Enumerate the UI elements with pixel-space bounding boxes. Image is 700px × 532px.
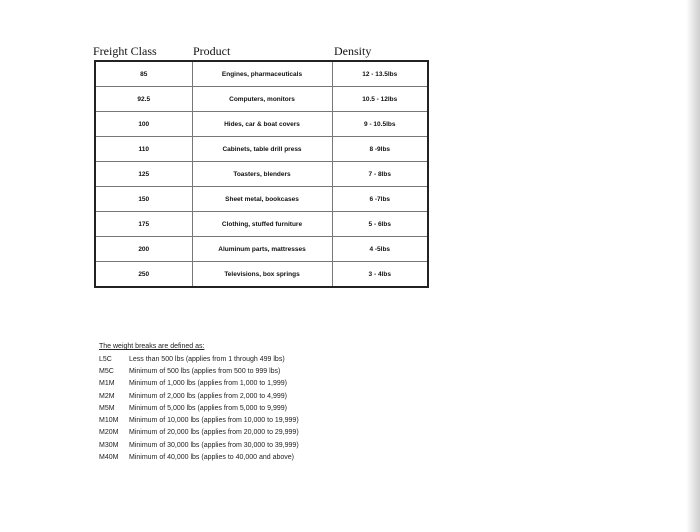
weight-breaks-list bbox=[99, 353, 299, 464]
weight-break-code: M2M bbox=[99, 392, 115, 400]
weight-break-description: Minimum of 5,000 lbs (applies from 5,000 to 9,999) bbox=[129, 404, 287, 412]
weight-break-description: Minimum of 20,000 lbs (applies from 20,000 to 29,999) bbox=[129, 429, 299, 437]
header-product: Product bbox=[193, 44, 231, 58]
weight-break-code: M10M bbox=[99, 417, 119, 425]
table-row bbox=[95, 237, 428, 262]
weight-break-code: M5M bbox=[99, 404, 115, 412]
cell-product: Aluminum parts, mattresses bbox=[192, 237, 332, 262]
weight-breaks-section bbox=[99, 343, 299, 464]
weight-break-description: Minimum of 10,000 lbs (applies from 10,000 to 19,999) bbox=[129, 417, 299, 425]
weight-break-item bbox=[99, 402, 299, 414]
cell-freight-class: 175 bbox=[95, 212, 192, 237]
table-row bbox=[95, 137, 428, 162]
weight-break-code: M1M bbox=[99, 380, 115, 388]
weight-break-description: Minimum of 30,000 lbs (applies from 30,000 to 39,999) bbox=[129, 441, 299, 449]
table-row bbox=[95, 112, 428, 137]
table-row bbox=[95, 262, 428, 288]
cell-freight-class: 125 bbox=[95, 162, 192, 187]
table-row bbox=[95, 61, 428, 87]
cell-freight-class: 92.5 bbox=[95, 87, 192, 112]
cell-product: Clothing, stuffed furniture bbox=[192, 212, 332, 237]
cell-density: 10.5 - 12lbs bbox=[332, 87, 428, 112]
header-density: Density bbox=[334, 44, 372, 58]
cell-product: Computers, monitors bbox=[192, 87, 332, 112]
weight-break-code: M30M bbox=[99, 441, 119, 449]
cell-product: Engines, pharmaceuticals bbox=[192, 61, 332, 87]
cell-freight-class: 85 bbox=[95, 61, 192, 87]
weight-break-description: Minimum of 1,000 lbs (applies from 1,000 to 1,999) bbox=[129, 380, 287, 388]
weight-break-item bbox=[99, 390, 299, 402]
weight-break-code: M5C bbox=[99, 367, 114, 375]
weight-break-item bbox=[99, 378, 299, 390]
weight-break-description: Minimum of 500 lbs (applies from 500 to 999 lbs) bbox=[129, 367, 281, 375]
weight-break-item bbox=[99, 439, 299, 451]
cell-density: 7 - 8lbs bbox=[332, 162, 428, 187]
table-row bbox=[95, 212, 428, 237]
cell-product: Sheet metal, bookcases bbox=[192, 187, 332, 212]
cell-freight-class: 110 bbox=[95, 137, 192, 162]
cell-density: 12 - 13.5lbs bbox=[332, 61, 428, 87]
cell-density: 5 - 6lbs bbox=[332, 212, 428, 237]
cell-product: Hides, car & boat covers bbox=[192, 112, 332, 137]
weight-break-description: Less than 500 lbs (applies from 1 through 499 lbs) bbox=[129, 355, 285, 363]
page-edge-shadow bbox=[686, 0, 700, 532]
weight-break-item bbox=[99, 365, 299, 377]
table-row bbox=[95, 162, 428, 187]
table-row bbox=[95, 187, 428, 212]
cell-product: Cabinets, table drill press bbox=[192, 137, 332, 162]
cell-freight-class: 250 bbox=[95, 262, 192, 288]
cell-product: Televisions, box springs bbox=[192, 262, 332, 288]
weight-break-description: Minimum of 40,000 lbs (applies to 40,000 and above) bbox=[129, 454, 294, 462]
cell-density: 6 -7lbs bbox=[332, 187, 428, 212]
weight-break-item bbox=[99, 414, 299, 426]
table-row bbox=[95, 87, 428, 112]
cell-density: 9 - 10.5lbs bbox=[332, 112, 428, 137]
weight-break-item bbox=[99, 427, 299, 439]
freight-class-table bbox=[94, 60, 429, 288]
cell-density: 4 -5lbs bbox=[332, 237, 428, 262]
weight-breaks-title: The weight breaks are defined as: bbox=[99, 343, 205, 350]
cell-freight-class: 100 bbox=[95, 112, 192, 137]
cell-density: 8 -9lbs bbox=[332, 137, 428, 162]
header-freight-class: Freight Class bbox=[93, 44, 157, 58]
cell-freight-class: 200 bbox=[95, 237, 192, 262]
cell-freight-class: 150 bbox=[95, 187, 192, 212]
weight-break-description: Minimum of 2,000 lbs (applies from 2,000 to 4,999) bbox=[129, 392, 287, 400]
weight-break-item bbox=[99, 451, 299, 463]
weight-break-item bbox=[99, 353, 299, 365]
cell-product: Toasters, blenders bbox=[192, 162, 332, 187]
weight-break-code: M20M bbox=[99, 429, 119, 437]
weight-break-code: M40M bbox=[99, 454, 119, 462]
weight-break-code: L5C bbox=[99, 355, 112, 363]
cell-density: 3 - 4lbs bbox=[332, 262, 428, 288]
